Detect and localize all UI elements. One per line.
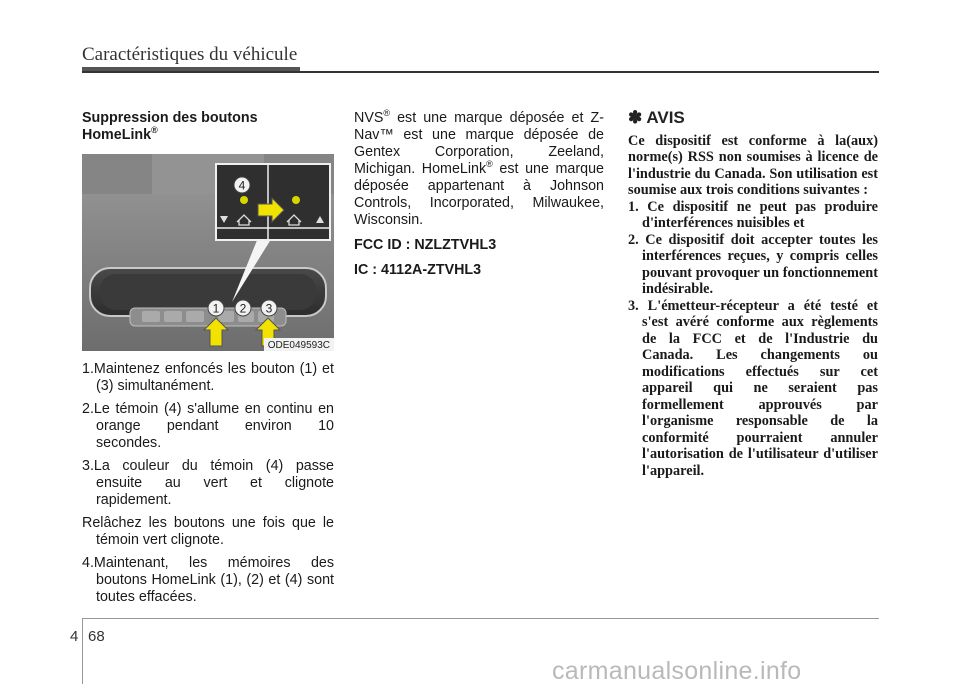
section-title: Suppression des boutons HomeLink® xyxy=(82,110,258,143)
indicator-led-left xyxy=(240,196,248,204)
page-header-title: Caractéristiques du véhicule xyxy=(82,44,298,65)
release-note: Relâchez les boutons une fois que le témoin vert clignote. xyxy=(82,515,334,548)
homelink-mirror-figure xyxy=(82,154,334,351)
mirror-illustration xyxy=(82,154,334,351)
indicator-led-right xyxy=(292,196,300,204)
step-item: 4.Maintenant, les mémoires des boutons HomeLink (1), (2) et (4) sont toutes effacées. xyxy=(82,555,334,605)
step-item: 3.La couleur du témoin (4) passe ensuite au vert et clignote rapidement. xyxy=(82,458,334,508)
step-item: 1.Maintenez enfoncés les bouton (1) et (3) simultanément. xyxy=(82,361,334,394)
chapter-number: 4 xyxy=(70,628,79,645)
avis-item: 2. Ce dispositif doit accepter toutes les interférences reçues, y compris celles pouvant provoquer un fonctionnement indésirable. xyxy=(628,231,878,297)
fcc-id: FCC ID : NZLZTVHL3 xyxy=(354,237,497,253)
steps-list xyxy=(82,361,334,606)
trademark-paragraph: NVS® est une marque déposée et Z-Nav™ est une marque déposée de Gentex Corporation, Zeeland, Michigan. HomeLink® est une marque déposée appartenant à Johnson Controls, Incorporated, Milwaukee, Wisconsin. xyxy=(354,108,604,228)
figure-code: ODE049593C xyxy=(267,340,330,351)
header-rule xyxy=(82,71,879,73)
ic-id: IC : 4112A-ZTVHL3 xyxy=(354,262,482,278)
page-number: 68 xyxy=(88,628,105,645)
footer-divider xyxy=(82,618,83,684)
step-item: 2.Le témoin (4) s'allume en continu en orange pendant environ 10 secondes. xyxy=(82,401,334,451)
callout-4-label: 4 xyxy=(238,178,246,193)
callout-1-label: 1 xyxy=(212,301,220,316)
avis-title: ✽ AVIS xyxy=(628,108,685,127)
footer-rule xyxy=(82,618,879,619)
callout-2-label: 2 xyxy=(239,301,247,316)
column-right xyxy=(628,110,878,479)
avis-item: 3. L'émetteur-récepteur a été testé et s'est avéré conforme aux règlements de la FCC et de l'Industrie du Canada. Les changements ou modifications effectués sur cet appareil qui ne seraient pas formellement approuvés par l'organisme responsable de la conformité pourraient annuler l'autorisation de l'utilisateur d'utiliser l'appareil. xyxy=(628,297,878,479)
callout-3-label: 3 xyxy=(265,301,273,316)
column-middle xyxy=(354,110,604,279)
avis-item: 1. Ce dispositif ne peut pas produire d'interférences nuisibles et xyxy=(628,198,878,231)
avis-intro: Ce dispositif est conforme à la(aux) norme(s) RSS non soumises à licence de l'industrie du Canada. Son utilisation est soumise aux trois conditions suivantes : xyxy=(628,132,878,198)
watermark: carmanualsonline.info xyxy=(552,657,802,685)
column-left xyxy=(82,110,334,612)
